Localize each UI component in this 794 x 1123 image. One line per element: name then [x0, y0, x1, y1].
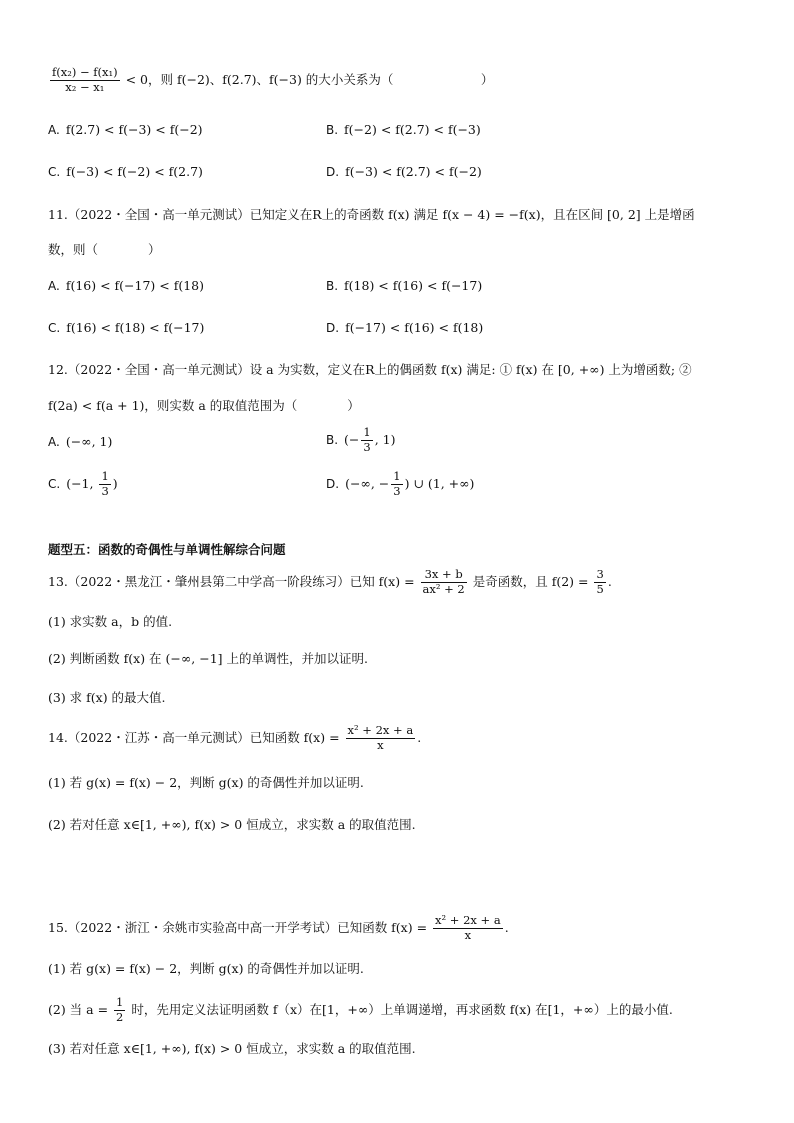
q10-option-d: D. f(−3) < f(2.7) < f(−2) [326, 164, 482, 179]
q12-stem-line1: 12.（2022・全国・高一单元测试）设 a 为实数，定义在R上的偶函数 f(x) 满足: ① f(x) 在 [0, +∞) 上为增函数; ② [48, 362, 692, 377]
q11-option-b: B. f(18) < f(16) < f(−17) [326, 278, 483, 293]
q10-option-c: C. f(−3) < f(−2) < f(2.7) [48, 164, 203, 179]
q15-a-value-fraction: $\frac{1}{2}$ [116, 995, 124, 1024]
q15-function-fraction: $\frac{\text{x² + 2x + a}}{x}$ [435, 913, 501, 942]
q12-option-b: B. (− $\frac{1}{3}$ , 1) [326, 425, 396, 454]
q13-function-fraction: $\frac{3x + b}{\text{ax² + 2}}$ [422, 567, 465, 596]
q11-option-c: C. f(16) < f(18) < f(−17) [48, 320, 205, 335]
q13-part3: (3) 求 f(x) 的最大值. [48, 690, 166, 705]
section-heading: 题型五：函数的奇偶性与单调性解综合问题 [48, 542, 286, 557]
q12-option-a: A. (−∞, 1) [48, 434, 113, 449]
q13-part1: (1) 求实数 a，b 的值. [48, 614, 173, 629]
q10-option-b: B. f(−2) < f(2.7) < f(−3) [326, 122, 481, 137]
q13-stem: 13.（2022・黑龙江・肇州县第二中学高一阶段练习）已知 f(x) = $\frac{3x + b}{\text{ax² + 2}}$ 是奇函数，且 f(2) = $\frac{3}{5}$ . [48, 567, 612, 596]
q15-stem: 15.（2022・浙江・余姚市实验高中高一开学考试）已知函数 f(x) = $\frac{\text{x² + 2x + a}}{x}$ . [48, 913, 509, 942]
q14-stem: 14.（2022・江苏・高一单元测试）已知函数 f(x) = $\frac{\text{x² + 2x + a}}{x}$ . [48, 723, 422, 752]
q11-stem-line2: 数，则（ ） [48, 242, 161, 257]
q10-option-a: A. f(2.7) < f(−3) < f(−2) [48, 122, 203, 137]
q15-part1: (1) 若 g(x) = f(x) − 2，判断 g(x) 的奇偶性并加以证明. [48, 961, 364, 976]
q10-condition [48, 66, 493, 95]
q12-option-d: D. (−∞, − $\frac{1}{3}$ ) ∪ (1, +∞) [326, 469, 475, 498]
q10-fraction [50, 66, 120, 95]
q14-function-fraction: $\frac{\text{x² + 2x + a}}{x}$ [347, 723, 414, 752]
q11-option-d: D. f(−17) < f(16) < f(18) [326, 320, 484, 335]
q11-stem-line1: 11.（2022・全国・高一单元测试）已知定义在R上的奇函数 f(x) 满足 f(x − 4) = −f(x)，且在区间 [0, 2] 上是增函 [48, 207, 695, 222]
q10-text: < 0，则 f(−2)、f(2.7)、f(−3) 的大小关系为（ ） [125, 71, 494, 87]
q10-frac-denominator: x₂ − x₁ [65, 79, 105, 94]
q13-value-fraction: $\frac{3}{5}$ [596, 567, 604, 596]
q14-part1: (1) 若 g(x) = f(x) − 2，判断 g(x) 的奇偶性并加以证明. [48, 775, 364, 790]
q10-frac-numerator: f(x₂) − f(x₁) [52, 65, 118, 79]
q15-part3: (3) 若对任意 x∈[1, +∞), f(x) > 0 恒成立，求实数 a 的取值范围. [48, 1041, 416, 1056]
q13-part2: (2) 判断函数 f(x) 在 (−∞, −1] 上的单调性，并加以证明. [48, 651, 368, 666]
q12-stem-line2: f(2a) < f(a + 1)，则实数 a 的取值范围为（ ） [48, 398, 360, 413]
q14-part2: (2) 若对任意 x∈[1, +∞), f(x) > 0 恒成立，求实数 a 的取值范围. [48, 817, 416, 832]
q12-option-c: C. (−1, $\frac{1}{3}$ ) [48, 469, 118, 498]
q15-part2: (2) 当 a = $\frac{1}{2}$ 时，先用定义法证明函数 f（x）在[1，+∞）上单调递增，再求函数 f(x) 在[1，+∞）上的最小值. [48, 995, 673, 1024]
q11-option-a: A. f(16) < f(−17) < f(18) [48, 278, 204, 293]
